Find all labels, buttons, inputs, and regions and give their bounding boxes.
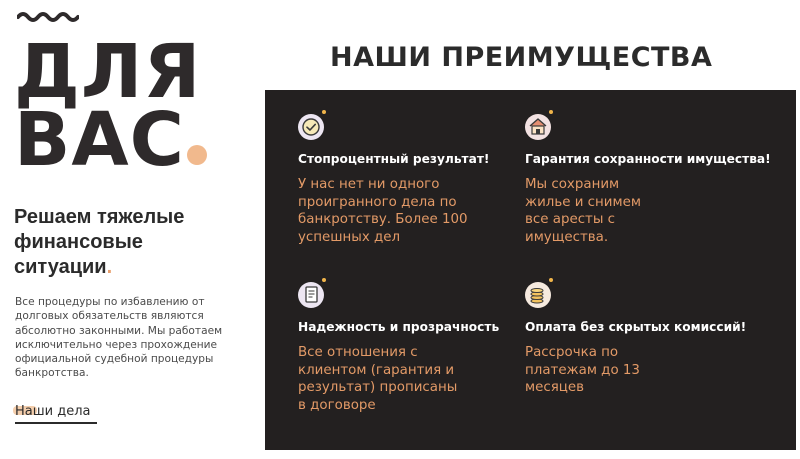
checkmark-badge-icon: [298, 114, 324, 140]
hero-line-2-text: ВАС: [14, 97, 185, 183]
coins-icon: [525, 282, 551, 308]
house-icon: [525, 114, 551, 140]
section-title: НАШИ ПРЕИМУЩЕСТВА: [330, 42, 713, 73]
subtitle-accent-dot: .: [106, 256, 113, 278]
link-underline: [15, 422, 97, 424]
wave-decoration-icon: [17, 10, 79, 24]
description-text: Все процедуры по избавлению от долговых обязательств являются абсолютно законными. Мы работаем исключительно через прохождение официальной судебной процедуры банкротства.: [15, 296, 223, 380]
subtitle: [14, 205, 234, 280]
advantage-title: Оплата без скрытых комиссий!: [525, 320, 747, 334]
advantage-text: Мы сохраним жилье и снимем все аресты с имущества.: [525, 177, 641, 245]
sparkle-icon: [549, 278, 553, 282]
sparkle-icon: [549, 110, 553, 114]
advantages-panel: [265, 90, 796, 450]
hero-line-1: ДЛЯ: [14, 29, 202, 115]
subtitle-text: Решаем тяжелые финансовые ситуации: [14, 206, 185, 278]
document-icon: [298, 282, 324, 308]
advantage-title: Стопроцентный результат!: [298, 152, 490, 166]
sparkle-icon: [322, 278, 326, 282]
advantage-text: У нас нет ни одного проигранного дела по банкротству. Более 100 успешных дел: [298, 177, 468, 245]
advantage-text: Все отношения с клиентом (гарантия и результат) прописаны в договоре: [298, 345, 458, 413]
cases-link[interactable]: [15, 404, 97, 422]
hero-accent-dot: [187, 145, 207, 165]
hero-line-2: [14, 97, 207, 183]
sparkle-icon: [322, 110, 326, 114]
advantage-text: Рассрочка по платежам до 13 месяцев: [525, 345, 640, 396]
cases-link-label: Наши дела: [15, 404, 91, 419]
hero-heading: [14, 29, 207, 183]
advantage-title: Надежность и прозрачность: [298, 320, 500, 334]
advantage-title: Гарантия сохранности имущества!: [525, 152, 771, 166]
